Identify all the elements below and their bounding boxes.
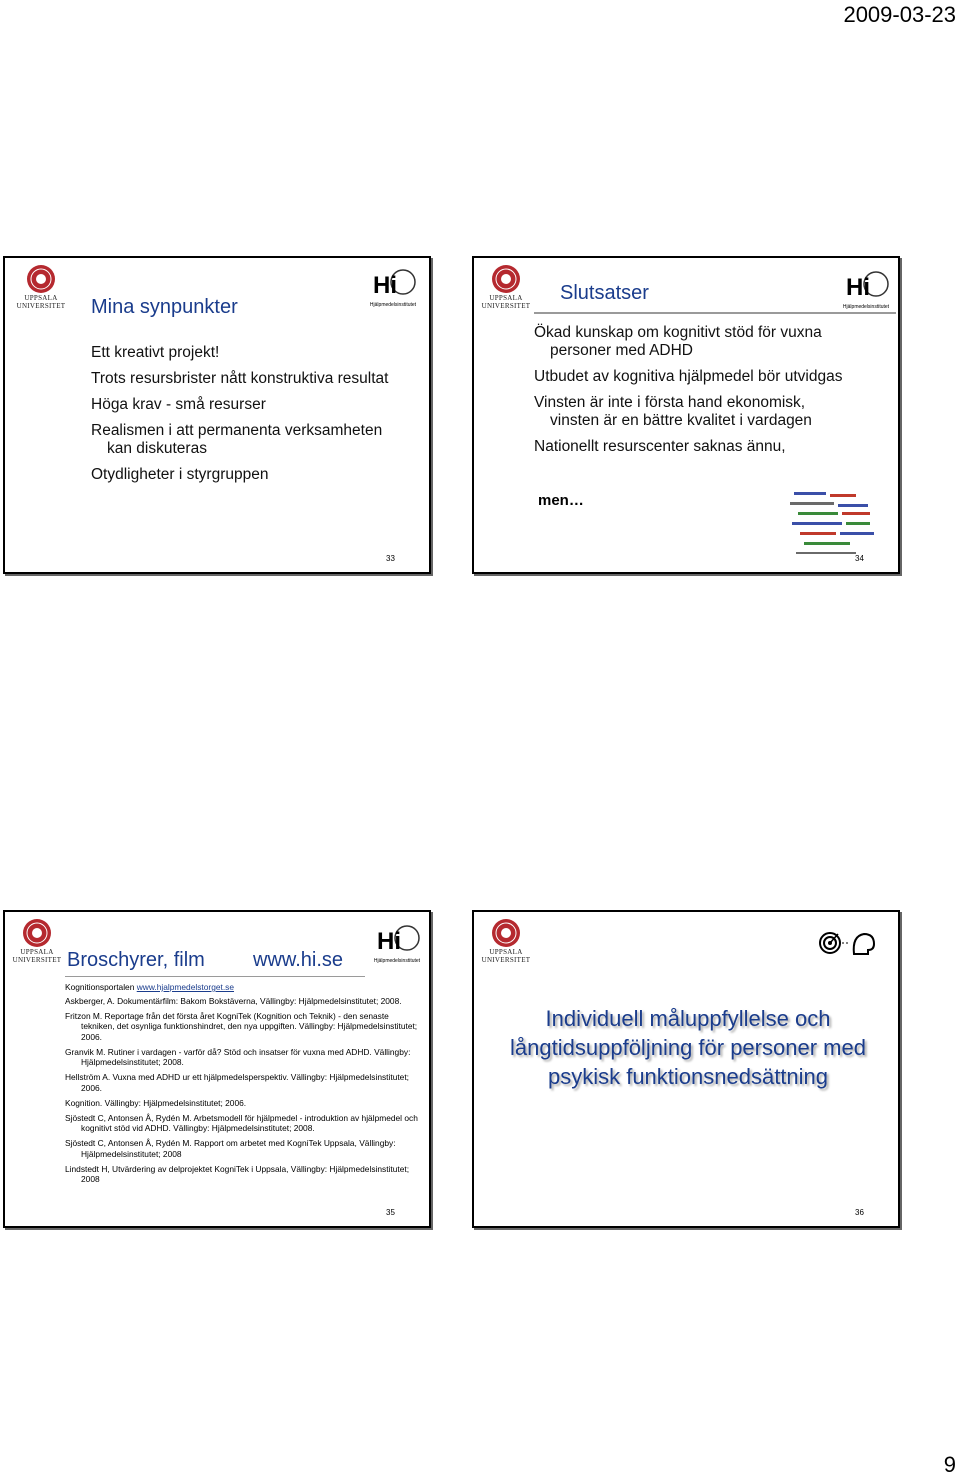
slide-number: 36 [855, 1208, 864, 1217]
decorative-image-icon [784, 476, 884, 566]
bullet-item: Ett kreativt projekt! [91, 344, 220, 361]
portal-link[interactable]: www.hjalpmedelstorget.se [136, 982, 235, 992]
bullet-item: Realismen i att permanenta verksamheten kan diskuteras [91, 422, 383, 457]
hi-name: Hjälpmedelsinstitutet [369, 302, 417, 308]
uu-seal-icon [22, 918, 52, 948]
uu-line2: UNIVERSITET [481, 956, 531, 964]
reference-item: Granvik M. Rutiner i vardagen - varför då? Stöd och insatser för vuxna med ADHD. Vällingby: Hjälpmedelsinstitutet; 2008. [65, 1046, 411, 1067]
hi-mark-icon [371, 924, 423, 956]
hi-mark-text: Hi [846, 274, 870, 301]
bullet-list [534, 324, 852, 464]
uu-line2: UNIVERSITET [16, 302, 66, 310]
portal-label: Kognitionsportalen [65, 982, 135, 992]
uu-line2: UNIVERSITET [12, 956, 62, 964]
slide-36 [472, 910, 900, 1228]
uu-line1: UPPSALA [24, 294, 58, 302]
slide-statement: Individuell måluppfyllelse och långtidsuppföljning för personer med psykisk funktionsnedsättning [510, 1006, 866, 1089]
title-divider [534, 312, 896, 314]
reference-item: Hellström A. Vuxna med ADHD ur ett hjälpmedelsperspektiv. Vällingby: Hjälpmedelsinstitutet; 2006. [65, 1072, 409, 1093]
uu-line2: UNIVERSITET [481, 302, 531, 310]
bullet-item: Otydligheter i styrgruppen [91, 466, 269, 483]
reference-item: Lindstedt H, Utvärdering av delprojektet KogniTek i Uppsala, Vällingby: Hjälpmedelsinstitutet; 2008 [65, 1163, 410, 1184]
uu-seal-icon [26, 264, 56, 294]
bullet-item: Ökad kunskap om kognitivt stöd för vuxna personer med ADHD [534, 324, 822, 359]
uu-line1: UPPSALA [489, 294, 523, 302]
bullet-item: Utbudet av kognitiva hjälpmedel bör utvidgas [534, 368, 843, 385]
hi-name: Hjälpmedelsinstitutet [373, 958, 421, 964]
slide-33 [3, 256, 431, 574]
bullet-item: Vinsten är inte i första hand ekonomisk, vinsten är en bättre kvalitet i vardagen [534, 394, 812, 429]
title-divider [65, 976, 365, 977]
reference-item: Kognition. Vällingby: Hjälpmedelsinstitutet; 2006. [65, 1097, 247, 1108]
reference-item: Sjöstedt C, Antonsen Å, Rydén M. Rapport om arbetet med KogniTek Uppsala, Vällingby: Hjälpmedelsinstitutet; 2008 [65, 1138, 396, 1159]
reference-item: Sjöstedt C, Antonsen Å, Rydén M. Arbetsmodell för hjälpmedel - introduktion av hjälpmedel och kognitivt stöd vid ADHD. Vällingby: Hjälpmedelsinstitutet; 2008. [65, 1112, 418, 1133]
page-number: 9 [943, 1452, 956, 1477]
reference-list [65, 982, 423, 1189]
hi-name: Hjälpmedelsinstitutet [842, 304, 890, 310]
uppsala-university-logo [11, 264, 71, 310]
uu-seal-icon [491, 918, 521, 948]
slide-number: 34 [855, 554, 864, 563]
slide-35 [3, 910, 431, 1228]
hi-logo [371, 924, 423, 964]
bullet-list [91, 344, 391, 492]
hi-mark-text: Hi [373, 272, 397, 299]
reference-item: Fritzon M. Reportage från det första året KogniTek (Kognition och Teknik) - den senaste tekniken, det osynliga funktionshindret, den nya uppgiften. Vällingby: Hjälpmedelsinstitutet; 2006. [65, 1010, 418, 1042]
reference-item: Askberger, A. Dokumentärfilm: Bakom Bokstäverna, Vällingby: Hjälpmedelsinstitutet; 2008. [65, 995, 402, 1006]
bullet-item: Trots resursbrister nått konstruktiva resultat [91, 370, 389, 387]
slide-title: Broschyrer, film [67, 949, 205, 971]
slide-number: 35 [386, 1208, 395, 1217]
uppsala-university-logo [7, 918, 67, 964]
page-date: 2009-03-23 [843, 2, 956, 27]
portal-line [65, 982, 423, 993]
target-head-icon [818, 928, 878, 958]
hi-mark-text: Hi [377, 928, 401, 955]
bullet-item: Höga krav - små resurser [91, 396, 266, 413]
slide-number: 33 [386, 554, 395, 563]
uu-line1: UPPSALA [489, 948, 523, 956]
hi-logo [367, 268, 419, 308]
uu-line1: UPPSALA [20, 948, 54, 956]
men-text: men… [538, 492, 584, 509]
slide-title: Slutsatser [560, 282, 649, 304]
site-url[interactable]: www.hi.se [253, 949, 344, 971]
slide-34 [472, 256, 900, 574]
hi-logo [840, 270, 892, 310]
bullet-item: Nationellt resurscenter saknas ännu, [534, 438, 786, 455]
uu-seal-icon [491, 264, 521, 294]
uppsala-university-logo [476, 264, 536, 310]
uppsala-university-logo [476, 918, 536, 964]
hi-mark-icon [367, 268, 419, 300]
slide-title: Mina synpunkter [91, 296, 238, 318]
hi-mark-icon [840, 270, 892, 302]
